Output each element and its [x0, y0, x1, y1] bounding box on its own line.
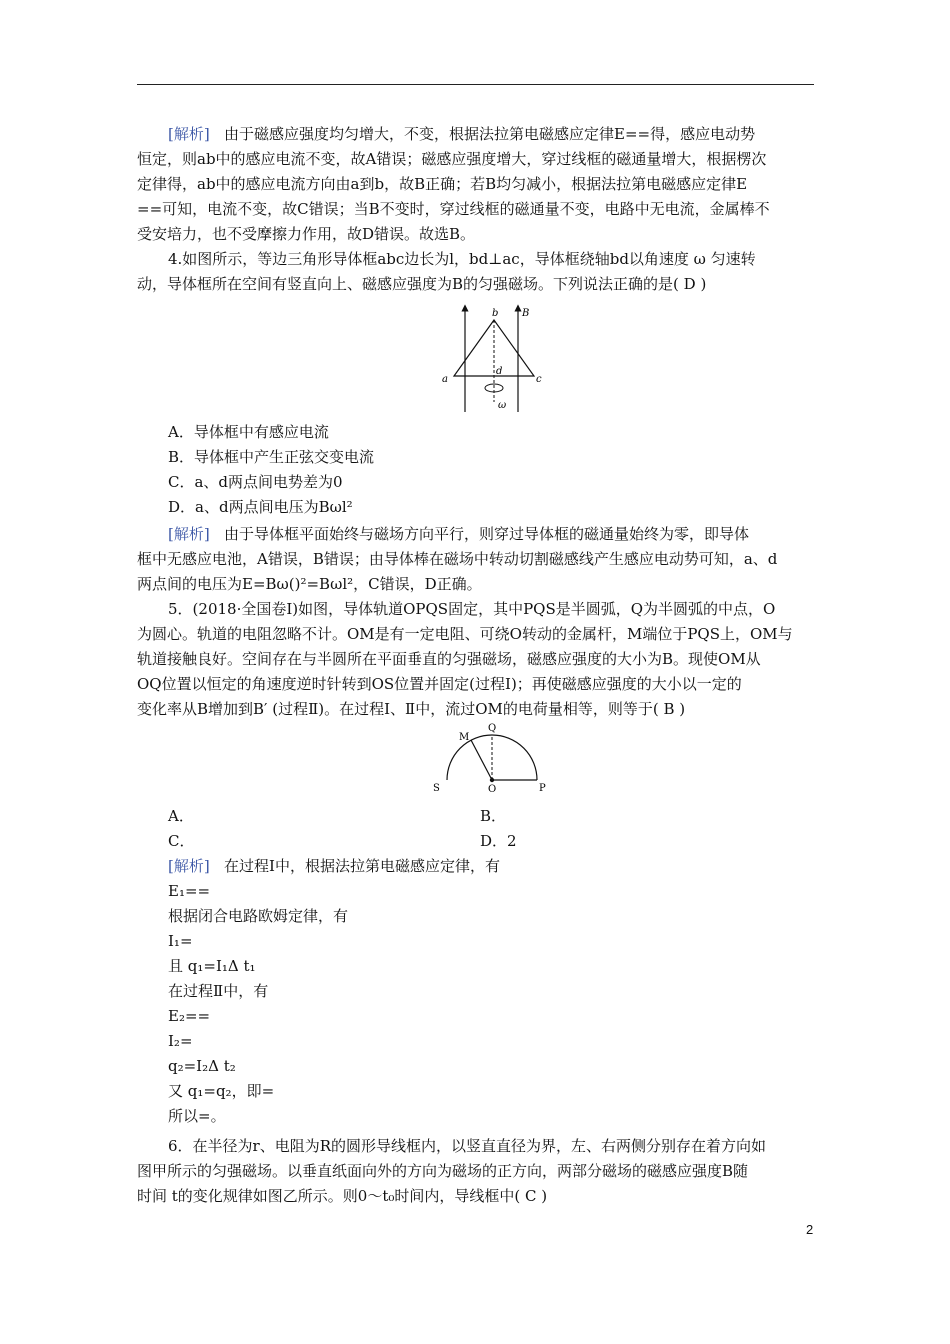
label-M: M — [459, 732, 470, 743]
q5-option-a: A． — [168, 807, 194, 825]
q5-analysis-step: E₂== — [168, 1007, 211, 1025]
q5-stem-line-4: OQ位置以恒定的角速度逆时针转到OS位置并固定(过程Ⅰ)；再使磁感应强度的大小以一定的 — [137, 675, 742, 693]
analysis-tag: [解析] — [168, 525, 210, 543]
analysis-tag: [解析] — [168, 857, 210, 875]
q4-analysis-line-1 — [168, 524, 749, 544]
q3-analysis-line-2: 恒定，则ab中的感应电流不变，故A错误；磁感应强度增大，穿过线框的磁通量增大，根据楞次 — [137, 150, 767, 168]
q5-analysis-step: I₁= — [168, 932, 193, 950]
center-o-dot — [490, 778, 494, 782]
q5-analysis-step: 所以=。 — [168, 1107, 226, 1125]
label-omega: ω — [498, 400, 507, 411]
rod-om — [471, 740, 492, 780]
label-d: d — [496, 366, 503, 377]
label-a: a — [442, 374, 448, 385]
label-Q: Q — [488, 723, 497, 734]
q6-stem-line-3: 时间 t的变化规律如图乙所示。则0～t₀时间内，导线框中( C ) — [137, 1187, 548, 1205]
header-rule — [137, 84, 814, 85]
label-c: c — [536, 374, 542, 385]
q3-analysis-line-5: 受安培力，也不受摩擦力作用，故D错误。故选B。 — [137, 225, 476, 243]
page-number: 2 — [806, 1222, 814, 1237]
q4-option-c: C．a、d两点间电势差为0 — [168, 473, 343, 491]
q4-analysis-line-2: 框中无感应电池，A错误，B错误；由导体棒在磁场中转动切割磁感线产生感应电动势可知，a、d — [137, 550, 778, 568]
q4-option-d: D．a、d两点间电压为Bωl² — [168, 498, 353, 516]
label-B: B — [522, 308, 530, 319]
q5-option-c: C． — [168, 832, 195, 850]
q4-option-b: B．导体框中产生正弦交变电流 — [168, 448, 375, 466]
q3-analysis-line-3: 定律得，ab中的感应电流方向由a到b，故B正确；若B均匀减小，根据法拉第电磁感应定律E — [137, 175, 748, 193]
label-b: b — [492, 308, 499, 319]
analysis-tag: [解析] — [168, 125, 210, 143]
q3-analysis-line-1 — [168, 124, 755, 144]
q6-stem-line-2: 图甲所示的匀强磁场。以垂直纸面向外的方向为磁场的正方向，两部分磁场的磁感应强度B随 — [137, 1162, 749, 1180]
q5-stem-line-1: 5．(2018·全国卷Ⅰ)如图，导体轨道OPQS固定，其中PQS是半圆弧，Q为半圆弧的中点，O — [168, 600, 776, 618]
q5-analysis-step: 在过程Ⅱ中，有 — [168, 982, 269, 1000]
q4-analysis-line-3: 两点间的电压为E=Bω()²=Bωl²，C错误，D正确。 — [137, 575, 482, 593]
q5-analysis-step: q₂=I₂Δ t₂ — [168, 1057, 236, 1075]
q5-stem-line-5: 变化率从B增加到B′ (过程Ⅱ)。在过程Ⅰ、Ⅱ中，流过OM的电荷量相等，则等于( B ) — [137, 700, 686, 718]
q5-option-b: B． — [480, 807, 507, 825]
q6-stem-line-1: 6．在半径为r、电阻为R的圆形导线框内，以竖直直径为界，左、右两侧分别存在着方向如 — [168, 1137, 767, 1155]
q4-stem-line-1: 4.如图所示，等边三角形导体框abc边长为l，bd⊥ac，导体框绕轴bd以角速度 ω 匀速转 — [168, 250, 756, 268]
q4-option-a: A．导体框中有感应电流 — [168, 423, 329, 441]
q3-analysis-line-4: ==可知，电流不变，故C错误；当B不变时，穿过线框的磁通量不变，电路中无电流，金属棒不 — [137, 200, 770, 218]
q5-analysis-step: 又 q₁=q₂，即= — [168, 1082, 275, 1100]
q5-stem-line-2: 为圆心。轨道的电阻忽略不计。OM是有一定电阻、可绕O转动的金属杆，M端位于PQS上，OM与 — [137, 625, 793, 643]
label-S: S — [433, 783, 440, 792]
q5-option-d: D．2 — [480, 832, 517, 850]
q5-analysis-step: I₂= — [168, 1032, 193, 1050]
q5-analysis-line-1 — [168, 856, 500, 876]
q5-analysis-text-1: 在过程Ⅰ中，根据法拉第电磁感应定律，有 — [224, 857, 500, 875]
q5-analysis-step: 且 q₁=I₁Δ t₁ — [168, 957, 256, 975]
q5-analysis-step: E₁== — [168, 882, 211, 900]
label-O: O — [488, 784, 497, 792]
label-P: P — [539, 783, 546, 792]
q4-stem-line-2: 动，导体框所在空间有竖直向上、磁感应强度为B的匀强磁场。下列说法正确的是( D ) — [137, 275, 707, 293]
q4-analysis-text-1: 由于导体框平面始终与磁场方向平行，则穿过导体框的磁通量始终为零，即导体 — [224, 525, 750, 543]
q5-stem-line-3: 轨道接触良好。空间存在与半圆所在平面垂直的匀强磁场，磁感应强度的大小为B。现使OM从 — [137, 650, 761, 668]
q3-analysis-text-1: 由于磁感应强度均匀增大，不变，根据法拉第电磁感应定律E==得，感应电动势 — [224, 125, 756, 143]
q5-analysis-step: 根据闭合电路欧姆定律，有 — [168, 907, 349, 925]
q4-triangle-figure — [430, 298, 560, 416]
q5-semicircle-figure — [425, 718, 555, 792]
